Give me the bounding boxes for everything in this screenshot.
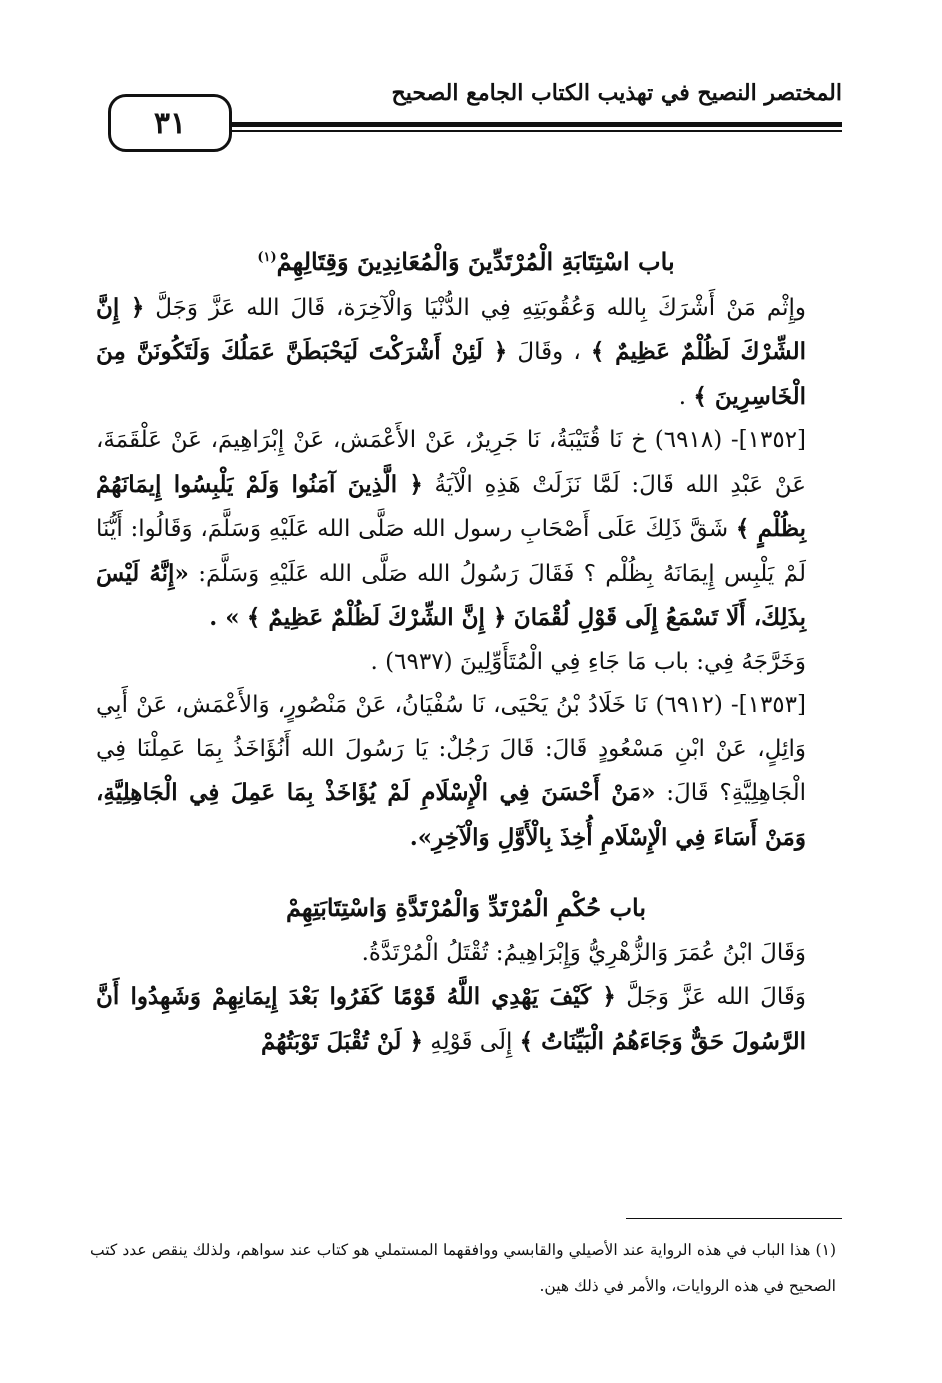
- hadith-number: [١٣٥٣]- (٦٩١٢): [655, 692, 806, 718]
- quran-verse: ﴿ كَيْفَ يَهْدِي اللَّهُ قَوْمًا كَفَرُوا بَعْدَ إِيمَانِهِمْ وَشَهِدُوا أَنَّ الرَّسُولَ حَقٌّ وَجَاءَهُمُ الْبَيِّنَاتُ ﴾: [96, 983, 806, 1055]
- running-header: [108, 78, 842, 168]
- quran-verse: ﴿ إِنَّ الشِّرْكَ لَظُلْمٌ عَظِيمٌ ﴾: [246, 604, 507, 631]
- quran-verse: ﴿ لَئِنْ أَشْرَكْتَ لَيَحْبَطَنَّ عَمَلُكَ وَلَتَكُونَنَّ مِنَ الْخَاسِرِينَ ﴾: [96, 338, 806, 410]
- header-rule-thin: [232, 130, 842, 132]
- takhrij-line: وَخَرَّجَهُ فِي: باب مَا جَاءِ فِي الْمُتَأَوِّلِينَ (٦٩٣٧) .: [370, 648, 806, 675]
- hadith-paragraph: [١٣٥٢]- (٦٩١٨) خ نَا قُتَيْبَةُ، نَا جَرِيرٌ، عَنْ الأَعْمَش، عَنْ إِبْرَاهِيمَ، عَنْ عَلْقَمَةَ، عَنْ عَبْدِ الله قَالَ: لَمَّا نَزَلَتْ هَذِهِ الْآيَةُ ﴿ الَّذِينَ آمَنُوا وَلَمْ يَلْبِسُوا إِيمَانَهُمْ بِظُلْمٍ ﴾ شَقَّ ذَلِكَ عَلَى أَصْحَابِ رسول الله صَلَّى الله عَلَيْهِ وَسَلَّمَ، وَقَالُوا: أَيُّنَا لَمْ يَلْبِس إِيمَانَهُ بِظُلْم ؟ فَقَالَ رَسُولُ الله صَلَّى الله عَلَيْهِ وَسَلَّمَ: «إِنَّهُ لَيْسَ بِذَلِكَ، أَلَا تَسْمَعُ إِلَى قَوْلِ لُقْمَانَ ﴿ إِنَّ الشِّرْكَ لَظُلْمٌ عَظِيمٌ ﴾ » .: [96, 427, 807, 631]
- prophetic-saying: «إِنَّهُ لَيْسَ بِذَلِكَ، أَلَا تَسْمَعُ إِلَى قَوْلِ لُقْمَانَ: [96, 559, 806, 631]
- header-rule: [232, 122, 842, 127]
- page-body: [96, 232, 836, 1064]
- footnote: (١) هذا الباب في هذه الرواية عند الأصيلي والقابسي ووافقهما المستملي هو كتاب عند سواهم، ولذلك ينقص عدد كتب الصحيح في هذه الروايات، والأمر في ذلك هين.: [90, 1241, 836, 1295]
- hadith-paragraph: [١٣٥٣]- (٦٩١٢) نَا خَلَادُ بْنُ يَحْيَى، نَا سُفْيَانُ، عَنْ مَنْصُورٍ، وَالأَعْمَش، عَنْ أَبِي وَائِلٍ، عَنْ ابْنِ مَسْعُودٍ قَالَ: قَالَ رَجُلٌ: يَا رَسُولَ الله أَنُؤَاخَذُ بِمَا عَمِلْنَا فِي الْجَاهِلِيَّةِ؟ قَالَ: «مَنْ أَحْسَنَ فِي الْإِسْلَامِ لَمْ يُؤَاخَذْ بِمَا عَمِلَ فِي الْجَاهِلِيَّةِ، وَمَنْ أَسَاءَ فِي الْإِسْلَامِ أُخِذَ بِالْأَوَّلِ وَالْآخِرِ».: [96, 692, 806, 851]
- footnote-marker: (١): [257, 250, 277, 265]
- section-heading: باب اسْتِتَابَةِ الْمُرْتَدِّينَ وَالْمُعَانِدِينَ وَقِتَالِهِمْ$^{(١)}$: [257, 247, 675, 276]
- section-intro: وَقَالَ ابْنُ عُمَرَ وَالزُّهْرِيُّ وَإِبْرَاهِيمُ: تُقْتَلُ الْمُرْتَدَّةُ.: [361, 939, 806, 966]
- footnote-rule: [626, 1218, 842, 1219]
- section-intro: وإِثْم مَنْ أَشْرَكَ بِالله وَعُقُوبَتِهِ فِي الدُّنْيَا وَالْآخِرَة، قَالَ الله عَزَّ وَجَلَّ ﴿ إِنَّ الشِّرْكَ لَظُلْمٌ عَظِيمٌ ﴾ ، وقَالَ ﴿ لَئِنْ أَشْرَكْتَ لَيَحْبَطَنَّ عَمَلُكَ وَلَتَكُونَنَّ مِنَ الْخَاسِرِينَ ﴾ .: [96, 293, 807, 410]
- section-text: وَقَالَ الله عَزَّ وَجَلَّ ﴿ كَيْفَ يَهْدِي اللَّهُ قَوْمًا كَفَرُوا بَعْدَ إِيمَانِهِمْ وَشَهِدُوا أَنَّ الرَّسُولَ حَقٌّ وَجَاءَهُمُ الْبَيِّنَاتُ ﴾ إِلَى قَوْلِهِ ﴿ لَنْ تُقْبَلَ تَوْبَتُهُمْ: [96, 983, 806, 1055]
- quran-verse: ﴿ الَّذِينَ آمَنُوا وَلَمْ يَلْبِسُوا إِيمَانَهُمْ بِظُلْمٍ ﴾: [96, 470, 806, 542]
- prophetic-saying: «مَنْ أَحْسَنَ فِي الْإِسْلَامِ لَمْ يُؤَاخَذْ بِمَا عَمِلَ فِي الْجَاهِلِيَّةِ، وَمَنْ أَسَاءَ فِي الْإِسْلَامِ أُخِذَ بِالْأَوَّلِ وَالْآخِرِ».: [96, 779, 806, 851]
- section-heading: باب حُكْمِ الْمُرْتَدِّ وَالْمُرْتَدَّةِ وَاسْتِتَابَتِهِمْ: [285, 893, 647, 922]
- quran-verse: ﴿ إِنَّ الشِّرْكَ لَظُلْمٌ عَظِيمٌ ﴾: [96, 293, 807, 365]
- quran-verse: ﴿ لَنْ تُقْبَلَ تَوْبَتُهُمْ: [260, 1027, 423, 1055]
- book-title: المختصر النصيح في تهذيب الكتاب الجامع الصحيح: [384, 80, 842, 106]
- hadith-number: [١٣٥٢]- (٦٩١٨): [654, 427, 807, 453]
- page-number: ٣١: [108, 94, 232, 152]
